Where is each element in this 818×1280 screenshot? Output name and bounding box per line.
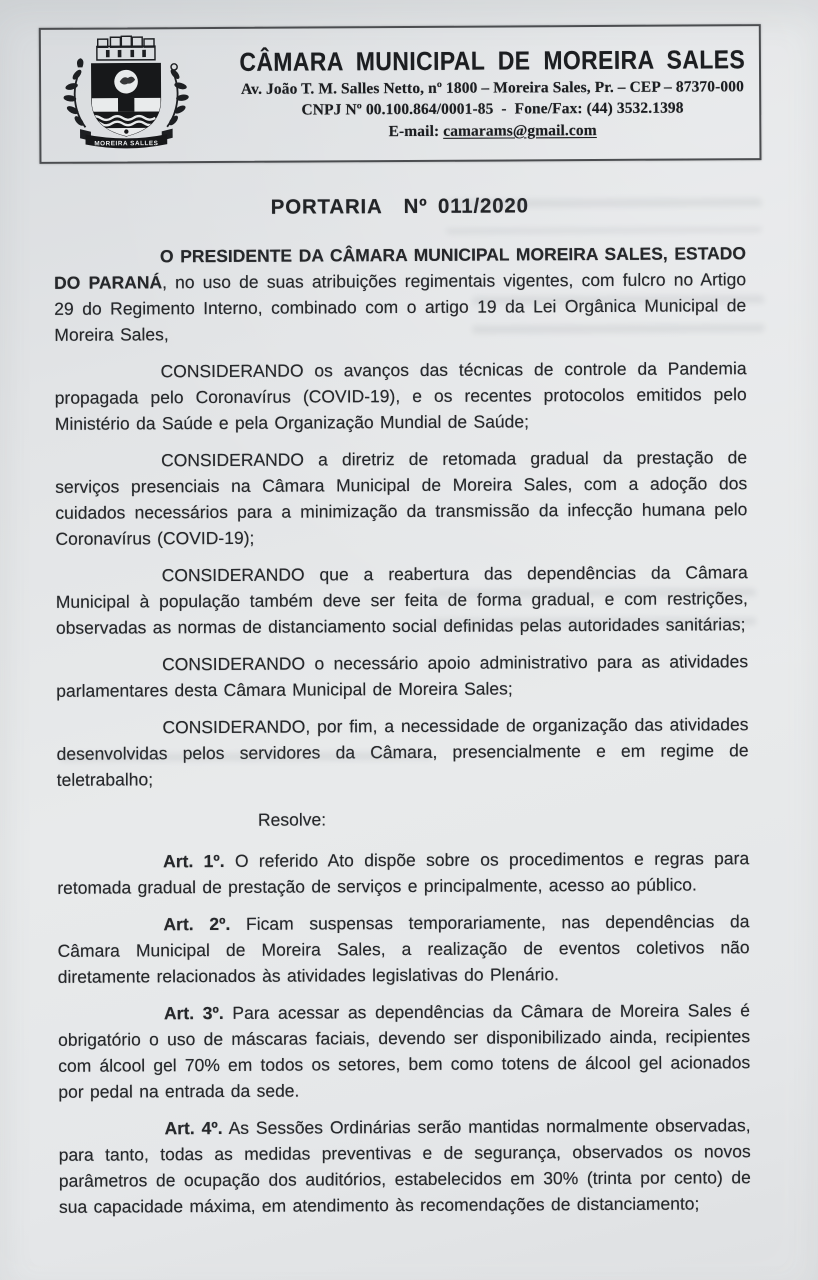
municipal-crest-icon [51, 34, 202, 158]
considerando-text-5: CONSIDERANDO, por fim, a necessidade de organização das atividades desenvolvidas pelos servidores da Câmara, presencialmente e em regime de teletrabalho; [56, 714, 749, 790]
article-lead-2: Art. 2º. [163, 913, 231, 935]
considerando-paragraph-4 [56, 648, 748, 704]
considerando-paragraph-5 [56, 711, 748, 793]
considerando-text-2: CONSIDERANDO a diretriz de retomada gradual da prestação de serviços presenciais na Câmara Municipal de Moreira Sales, com a adoção dos cuidados necessários para a minimização da transmissão da infecção humana pelo Coronavírus (COVID-19); [55, 447, 748, 549]
considerando-text-1: CONSIDERANDO os avanços das técnicas de controle da Pandemia propagada pelo Coronavírus (COVID-19), e os recentes protocolos emitidos pelo Ministério da Saúde e pela Organização Mundial de Saúde; [54, 358, 747, 434]
considerando-paragraph-3 [56, 559, 748, 641]
article-text-3: Para acessar as dependências da Câmara de Moreira Sales é obrigatório o uso de máscaras faciais, devendo ser disponibilizado ainda, recipientes com álcool gel 70% em todos os setores, bem como totens de álcool gel acionados por pedal na entrada da sede. [58, 1000, 751, 1102]
article-text-1: O referido Ato dispõe sobre os procedimentos e regras para retomada gradual de prestação de serviços e principalmente, acesso ao público. [57, 848, 750, 898]
org-name: CÂMARA MUNICIPAL DE MOREIRA SALES [239, 43, 746, 77]
resolve-label: Resolve: [257, 809, 327, 830]
portaria-title: PORTARIA Nº 011/2020 [270, 194, 529, 219]
letterhead [39, 24, 762, 164]
letterhead-text [205, 44, 780, 144]
article-lead-1: Art. 1º. [163, 850, 225, 872]
considerando-text-4: CONSIDERANDO o necessário apoio administrativo para as atividades parlamentares desta Câmara Municipal de Moreira Sales; [56, 651, 749, 701]
article-text-2: Ficam suspensas temporariamente, nas dependências da Câmara Municipal de Moreira Sales, a realização de eventos coletivos não diretamente relacionados às atividades legislativas do Plenário. [57, 911, 750, 987]
org-email-line [205, 119, 780, 144]
email-label: E-mail: [388, 122, 440, 140]
crest-motto: MOREIRA SALLES [94, 139, 159, 147]
preamble-lead: O PRESIDENTE DA CÂMARA MUNICIPAL MOREIRA SALES, ESTADO DO PARANÁ [54, 243, 747, 293]
email-address: camarams@gmail.com [443, 121, 597, 140]
article-paragraph-4 [58, 1112, 751, 1220]
article-lead-3: Art. 3º. [163, 1002, 224, 1024]
article-paragraph-3 [58, 997, 751, 1105]
preamble-paragraph [54, 240, 747, 348]
considerando-text-3: CONSIDERANDO que a reabertura das dependências da Câmara Municipal à população também deve ser feita de forma gradual, e com restrições, observadas as normas de distanciamento social definidas pelas autoridades sanitárias; [55, 562, 748, 638]
article-paragraph-1 [57, 845, 749, 901]
org-address: Av. João T. M. Salles Netto, nº 1800 – Moreira Sales, Pr. – CEP – 87370-000 [240, 77, 744, 98]
article-paragraph-2 [57, 908, 749, 990]
org-cnpj-fone: CNPJ Nº 00.100.864/0001-85 - Fone/Fax: (44) 3532.1398 [301, 99, 684, 119]
considerando-paragraph-2 [55, 444, 748, 552]
article-lead-4: Art. 4º. [164, 1117, 223, 1139]
considerando-paragraph-1 [55, 355, 747, 437]
article-text-4: As Sessões Ordinárias serão mantidas normalmente observadas, para tanto, todas as medidas preventivas e de segurança, observados os novos parâmetros de ocupação dos auditórios, estabelecidos em 30% (trinta por cento) de sua capacidade máxima, em atendimento às recomendações de distanciamento; [58, 1115, 751, 1217]
document-body [54, 240, 751, 1220]
preamble-text: , no uso de suas atribuições regimentais vigentes, com fulcro no Artigo 29 do Regimento Interno, combinado com o artigo 19 da Lei Orgânica Municipal de Moreira Sales, [54, 269, 747, 345]
